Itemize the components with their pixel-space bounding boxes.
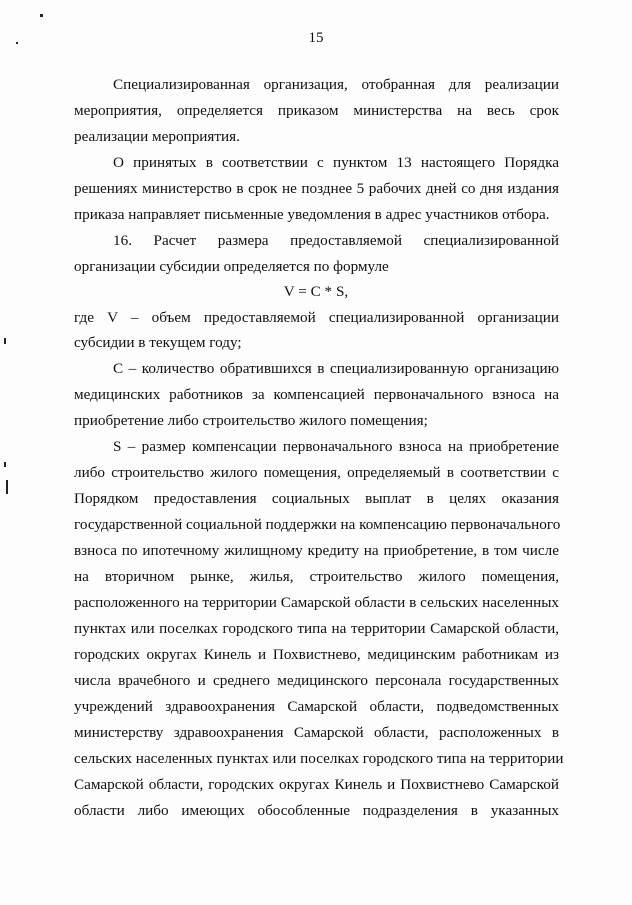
text-line: городских округах Кинель и Похвистнево, медицинским работникам из	[74, 646, 559, 663]
text-line: решениях министерство в срок не позднее 5 рабочих дней со дня издания	[74, 180, 559, 197]
text-line: медицинских работников за компенсацией первоначального взноса на	[74, 386, 559, 403]
text-line: учреждений здравоохранения Самарской области, подведомственных	[74, 698, 559, 715]
text-line: О принятых в соответствии с пунктом 13 настоящего Порядка	[113, 154, 559, 171]
text-line: пунктах или поселках городского типа на территории Самарской области,	[74, 620, 559, 637]
text-line: мероприятия, определяется приказом министерства на весь срок	[74, 102, 559, 119]
text-line: расположенного на территории Самарской области в сельских населенных	[74, 594, 559, 611]
text-line: государственной социальной поддержки на компенсацию первоначального	[74, 516, 561, 533]
text-line: области либо имеющих обособленные подразделения в указанных	[74, 802, 559, 819]
text-line: Порядком предоставления социальных выплат в целях оказания	[74, 490, 559, 507]
text-line: С – количество обратившихся в специализированную организацию	[113, 360, 559, 377]
text-line: Самарской области, городских округах Кинель и Похвистнево Самарской	[74, 776, 559, 793]
text-line: организации субсидии определяется по формуле	[74, 258, 389, 275]
text-line: Специализированная организация, отобранная для реализации	[113, 76, 559, 93]
text-line: либо строительство жилого помещения, определяемый в соответствии с	[74, 464, 559, 481]
scan-mark-5	[6, 480, 8, 494]
page-number: 15	[308, 30, 324, 46]
scan-mark-1	[40, 14, 43, 17]
formula: V = C * S,	[283, 283, 349, 300]
text-line: числа врачебного и среднего медицинского персонала государственных	[74, 672, 559, 689]
text-line: S – размер компенсации первоначального взноса на приобретение	[113, 438, 559, 455]
text-line: сельских населенных пунктах или поселках городского типа на территории	[74, 750, 564, 767]
text-line: приобретение либо строительство жилого помещения;	[74, 412, 428, 429]
text-line: 16. Расчет размера предоставляемой специализированной	[113, 232, 559, 249]
scan-mark-4	[4, 462, 6, 467]
text-line: субсидии в текущем году;	[74, 334, 242, 351]
text-line: министерству здравоохранения Самарской области, расположенных в	[74, 724, 559, 741]
scan-mark-3	[4, 338, 6, 344]
text-line: приказа направляет письменные уведомления в адрес участников отбора.	[74, 206, 550, 223]
text-line: взноса по ипотечному жилищному кредиту на приобретение, в том числе	[74, 542, 559, 559]
text-line: где V – объем предоставляемой специализированной организации	[74, 309, 559, 326]
text-line: на вторичном рынке, жилья, строительство жилого помещения,	[74, 568, 559, 585]
text-line: реализации мероприятия.	[74, 128, 240, 145]
